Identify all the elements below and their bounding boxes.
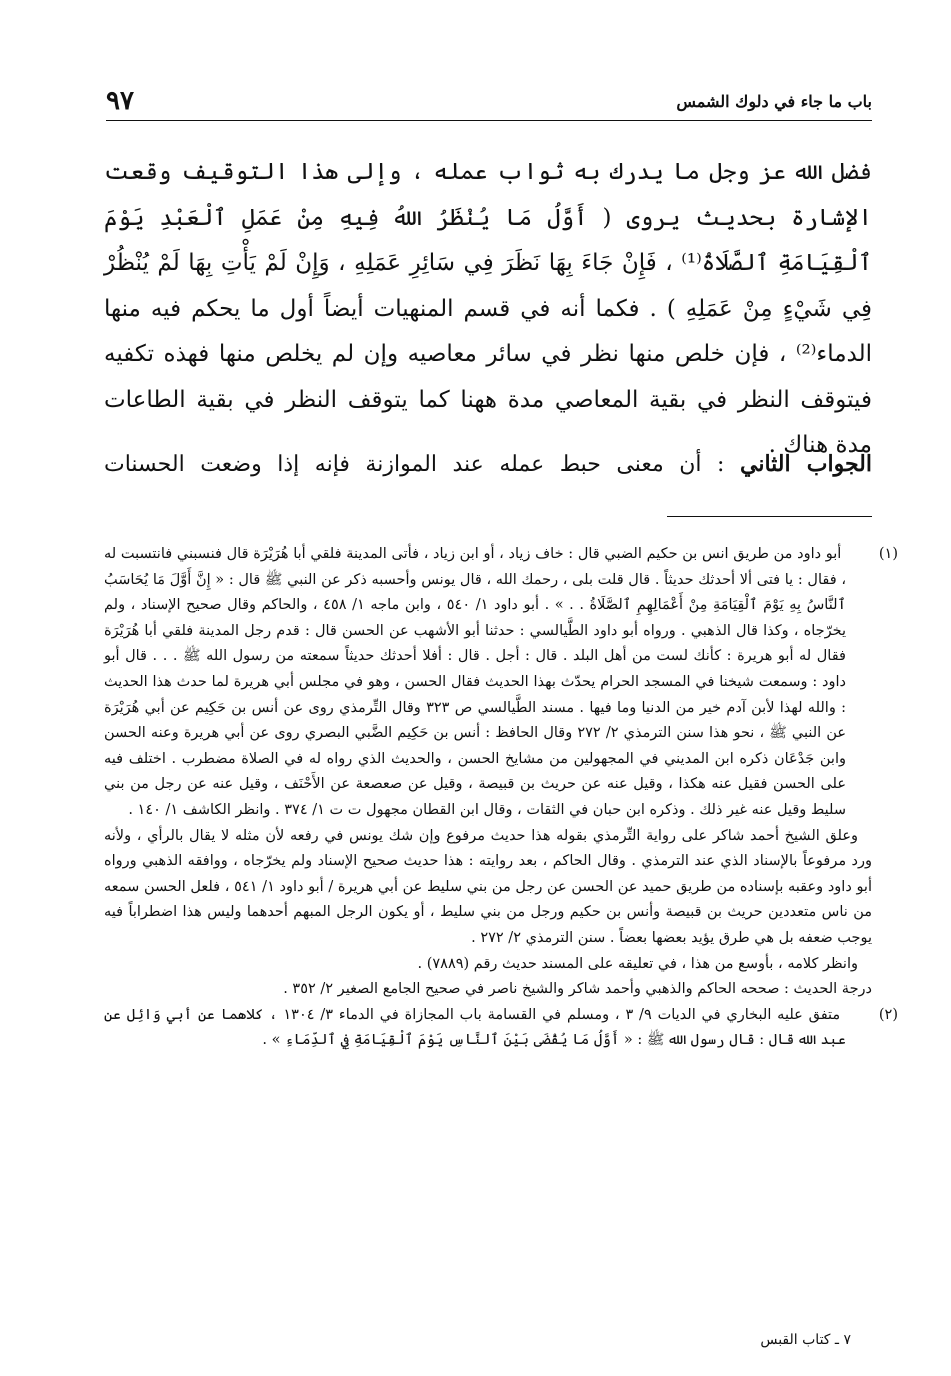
footnote-1 xyxy=(104,542,899,824)
book-signature: ٧ ـ كتاب القبس xyxy=(760,1332,851,1348)
footnote-separator xyxy=(667,516,872,517)
second-answer-line xyxy=(104,446,872,483)
footnote-2-number: (٢) xyxy=(878,1006,899,1023)
footnote-1-text: أبو داود من طريق انس بن حكيم الضبي قال : خاف زياد ، أو ابن زياد ، فأتى المدينة فلقي أبا هُرَيْرَة قال فنسبني فانتسبت له ، فقال : يا فتى ألا أحدثك حديثاً . قال قلت بلى ، رحمك الله ، قال يونس وأحسبه ذكر عن النبي ﷺ قال : « إِنَّ أَوَّلَ مَا يُحَاسَبُ ٱلنَّاسُ بِهِ يَوْمَ ٱلْقِيَامَةِ مِنْ أَعْمَالِهِمِ ٱلصَّلَاةُ . . » . أبو داود ١/ ٥٤٠ ، وابن ماجه ١/ ٤٥٨ ، والحاكم وقال صحيح الإسناد ، ولم يخرّجاه ، وكذا قال الذهبي . ورواه أبو داود الطَّيالسي : حدثنا أبو الأشهب عن الحسن قال : قدم رجل المدينة فلقي أبا هُرَيْرَة فقال له أبو هريرة : كأنك لست من أهل البلد . قال : أجل . قال : أفلا أحدثك حديثاً سمعته من رسول الله ﷺ . . . قال أبو داود : وسمعت شيخنا في المسجد الحرام يحدّث بهذا الحديث فقال الحسن ، وهو في مجلس أبي هريرة لما حدث هذا الحديث : والله لهذا لأبن آدم خير من الدنيا وما فيها . مسند الطَّيالسي ص ٣٢٣ وقال التِّرمذي روى عن أنس بن حَكِيم عن أبي هُرَيْرَة عن النبي ﷺ ، نحو هذا سنن الترمذي ٢/ ٢٧٢ وقال الحافظ : أنس بن حَكِيم الضَّبي البصري روى عن أبي هريرة وعنه الحسن وابن جَدْعَان ذكره ابن المديني في المجهولين من مشايخ الحسن ، والحديث الذي رواه له في الصلاة مضطرب . اختلف فيه على الحسن فقيل عنه هكذا ، وقيل عنه عن حريث بن قبيصة ، وقيل عن صعصعة عن الأَحْنَف ، وقيل عنه عن رجل من بني سليط وقيل عنه غير ذلك . وذكره ابن حبان في الثقات ، وقال ابن القطان مجهول ت ت ١/ ٣٧٤ . وانظر الكاشف ١/ ١٤٠ . xyxy=(104,546,847,818)
page-number: ٩٧ xyxy=(106,86,134,116)
page-header xyxy=(106,86,872,121)
footnote-2-text: متفق عليه البخاري في الديات ٩/ ٣ ، ومسلم في القسامة باب المجازاة في الدماء ٣/ ١٣٠٤ ، كلاهما عن أبي وَائِل عن عبد الله قال : قال رسول الله ﷺ : « أَوَّلُ مَا يُقْضَى بَيْنَ ٱلنَّاسِ يَوْمَ ٱلْقِيَامَةِ فِي ٱلدِّمَاءِ » . xyxy=(104,1006,846,1049)
main-text xyxy=(104,150,872,469)
footnote-1-number: (١) xyxy=(878,546,899,562)
running-title: باب ما جاء في دلوك الشمس xyxy=(676,92,872,111)
main-paragraph: فضل الله عز وجل ما يدرك به ثواب عمله ، وإلى هذا التوقيف وقعت الإشارة بحديث يروى ( أَوَّلُ مَا يُنْظَرُ اللهُ فِيهِ مِنْ عَمَلِ ٱلْعَبْدِ يَوْمَ ٱلْقِيَامَةِ ٱلصَّلَاةُ⁽¹⁾ ، فَإِنْ جَاءَ بِهَا نَظَرَ فِي سَائِرِ عَمَلِهِ ، وَإِنْ لَمْ يَأْتِ بِهَا لَمْ يُنْظُرْ فِي شَيْءٍ مِنْ عَمَلِهِ ) . فكما أنه في قسم المنهيات أيضاً أول ما يحكم فيه منها الدماء⁽²⁾ ، فإن خلص منها نظر في سائر معاصيه وإن لم يخلص منها فهذه تكفيه فيتوقف النظر في بقية المعاصي مدة ههنا كما يتوقف النظر في بقية الطاعات مدة هناك . xyxy=(104,159,872,458)
footnote-1-comment: وعلق الشيخ أحمد شاكر على رواية التِّرمذي بقوله هذا حديث مرفوع وإن شك يونس في رفعه لأن مثله لا يقال بالرأي ، ولأنه ورد مرفوعاً بالإسناد الذي عند الترمذي . وقال الحاكم ، بعد روايته : هذا حديث صحيح الإسناد ولم يخرّجاه ، ووافقه الذهبي ورواه أبو داود وعقبه بإسناده من طريق حميد عن الحسن عن رجل من بني سليط عن أبي هريرة / أبو داود ١/ ٥٤١ ، فلعل الحسن سمعه من ناس متعددين حريث بن قبيصة وأنس بن حكيم ورجل من بني سليط ، أو يكون الرجل المبهم أحدهما وليس هذا اضطراباً فيه يوجب ضعفه بل هي طرق يؤيد بعضها بعضاً . سنن الترمذي ٢/ ٢٧٢ . xyxy=(104,827,873,946)
answer-heading: الجواب الثاني xyxy=(739,451,872,477)
footnote-2 xyxy=(104,1003,899,1054)
answer-text: : أن معنى حبط عمله عند الموازنة فإنه إذا وضعت الحسنات xyxy=(104,452,725,477)
footnote-1-see-also: وانظر كلامه ، بأوسع من هذا ، في تعليقه على المسند حديث رقم (٧٨٨٩) . xyxy=(417,955,858,972)
footnote-1-grade: درجة الحديث : صححه الحاكم والذهبي وأحمد شاكر والشيخ ناصر في صحيح الجامع الصغير ٢/ ٣٥٢ . xyxy=(283,981,872,998)
footnotes xyxy=(104,542,899,1054)
